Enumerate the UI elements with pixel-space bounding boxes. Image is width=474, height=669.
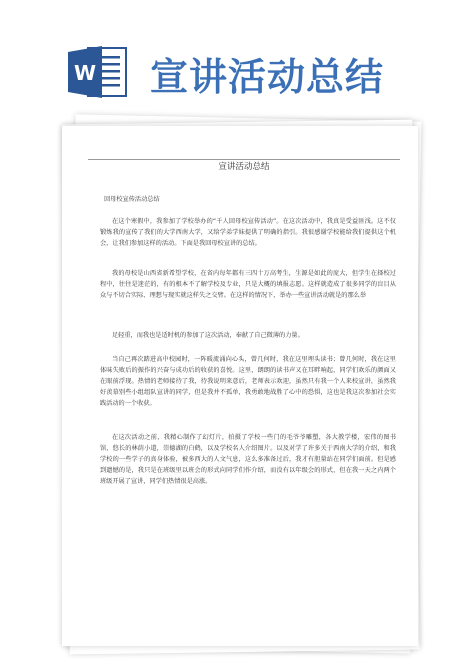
paragraph: 足轻重，而我也是适时机的参加了这次活动，奉献了自己微薄的力量。 [112, 332, 304, 339]
word-document-icon [66, 44, 130, 100]
paragraph: 当自己再次踏进高中校园时，一阵暖流涌向心头，曾几何时，我在这里埋头读书；曾几何时，我在这里体味失败后的振作的兴奋与成功后的收获的喜悦。这里，朗朗的读书声又在耳畔响起，同学们欢乐的颜面又在眼前浮现。热情的老师接待了我，待我说明来意后，老师表示欢迎，虽然只有我一个人来校宣讲，虽然我好羡慕别些小组组队宣讲的同学，但是我并不孤单，我勇敢地战胜了心中的恐惧，这也是我这次参加社会实践活动的一个收获。 [100, 356, 396, 407]
document-subtitle: 回母校宣传活动总结 [104, 196, 160, 203]
paragraph: 在这次活动之前，我精心制作了幻灯片，拍摄了学校一些门的毛爷爷雕塑，各大教学楼，宏伟的图书馆，悠长的林荫小道，崇德湖的白鹤，以及学校名人介绍图片。以及对学了许多关于西南大学的介绍，和我学校的一些学子的真身体验，被多西大的人文气息，这么多准备过后，我才有胆量站在同学们面前。但是感到遗憾的是，我只是在班级里以班会的形式向同学们作介绍，而没有以年级会的形式，但在我一天之内两个班级开展了宣讲，同学们热情很是高涨。 [100, 434, 396, 485]
logo-letter: W [73, 61, 97, 85]
banner-title: 宣讲活动总结 [150, 55, 385, 99]
paragraph: 我的母校是山西省新希望学校，在省内每年都有三四十万高考生，生源是如此的庞大，但学生在择校过程中，往往是迷茫的，有的根本不了解学校及专业，只是大概的填报志愿。这样就造成了很多同学的盲目从众与不切合实际、理想与现实就这样失之交臂。在这样的情况下，举办一些宣讲活动就是的那么举 [100, 270, 396, 299]
paragraph: 在这个寒假中，我参加了学校举办的“千人回母校宣传活动”。在这次活动中，我真是受益匪浅。这不仅锻炼我的宣传了我们的大学西南大学，又给学弟学妹提供了明确的指引。我很感谢学校能给我们提供这个机会，让我们参加这样的活动。下面是我回母校宣讲的总结。 [100, 218, 396, 247]
banner [0, 0, 474, 120]
document-title: 宣讲活动总结 [218, 162, 270, 172]
